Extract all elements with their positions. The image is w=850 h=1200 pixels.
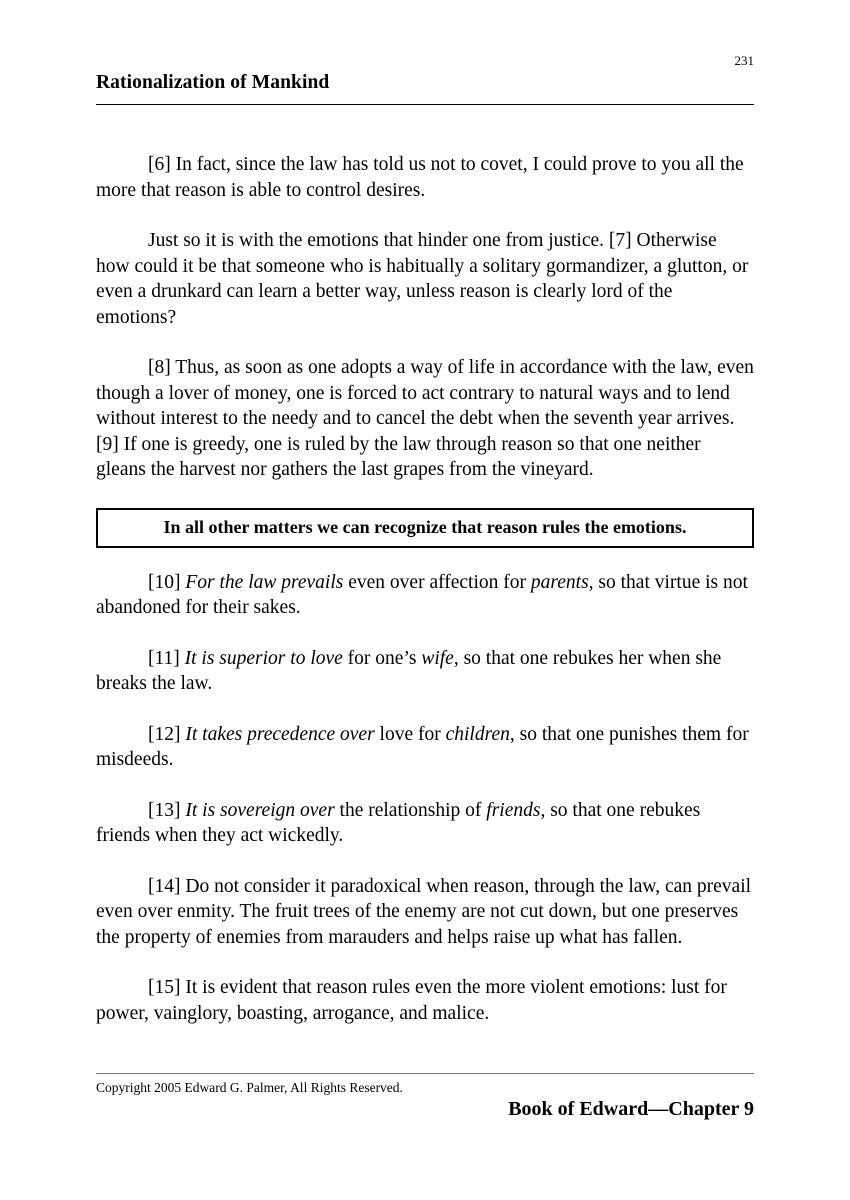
page-number: 231 bbox=[734, 53, 754, 68]
paragraph-7: Just so it is with the emotions that hinder one from justice. [7] Otherwise how could it be that someone who is habitually a solitary gormandizer, a glutton, or even a drunkard can learn a better way, unless reason is clearly lord of the emotions? bbox=[96, 230, 749, 328]
paragraph-15: [15] It is evident that reason rules even the more violent emotions: lust for power, vainglory, boasting, arrogance, and malice. bbox=[96, 977, 727, 1024]
header-divider bbox=[96, 104, 754, 105]
paragraph-10: [10] For the law prevails even over affection for parents, so that virtue is not abandoned for their sakes. bbox=[96, 571, 748, 618]
page-content bbox=[96, 0, 754, 1200]
running-head: Rationalization of Mankind bbox=[96, 72, 330, 93]
paragraph-13: [13] It is sovereign over the relationship of friends, so that one rebukes friends when they act wickedly. bbox=[96, 799, 701, 846]
paragraph-14: [14] Do not consider it paradoxical when reason, through the law, can prevail even over enmity. The fruit trees of the enemy are not cut down, but one preserves the property of enemies from marauders and helps raise up what has fallen. bbox=[96, 875, 752, 948]
body-text bbox=[96, 152, 754, 1026]
paragraph-6: [6] In fact, since the law has told us not to covet, I could prove to you all the more that reason is able to control desires. bbox=[96, 154, 744, 201]
boxed-heading: In all other matters we can recognize that reason rules the emotions. bbox=[96, 508, 754, 548]
copyright-notice: Copyright 2005 Edward G. Palmer, All Rights Reserved. bbox=[96, 1080, 403, 1095]
book-chapter-label: Book of Edward—Chapter 9 bbox=[508, 1098, 754, 1120]
footer-divider bbox=[96, 1073, 754, 1074]
paragraph-8: [8] Thus, as soon as one adopts a way of life in accordance with the law, even though a lover of money, one is forced to act contrary to natural ways and to lend without interest to the needy and to cancel the debt when the seventh year arrives. [9] If one is greedy, one is ruled by the law through reason so that one neither gleans the harvest nor gathers the last grapes from the vineyard. bbox=[96, 357, 754, 480]
paragraph-12: [12] It takes precedence over love for children, so that one punishes them for misdeeds. bbox=[96, 723, 749, 770]
paragraph-11: [11] It is superior to love for one’s wife, so that one rebukes her when she breaks the law. bbox=[96, 647, 722, 694]
